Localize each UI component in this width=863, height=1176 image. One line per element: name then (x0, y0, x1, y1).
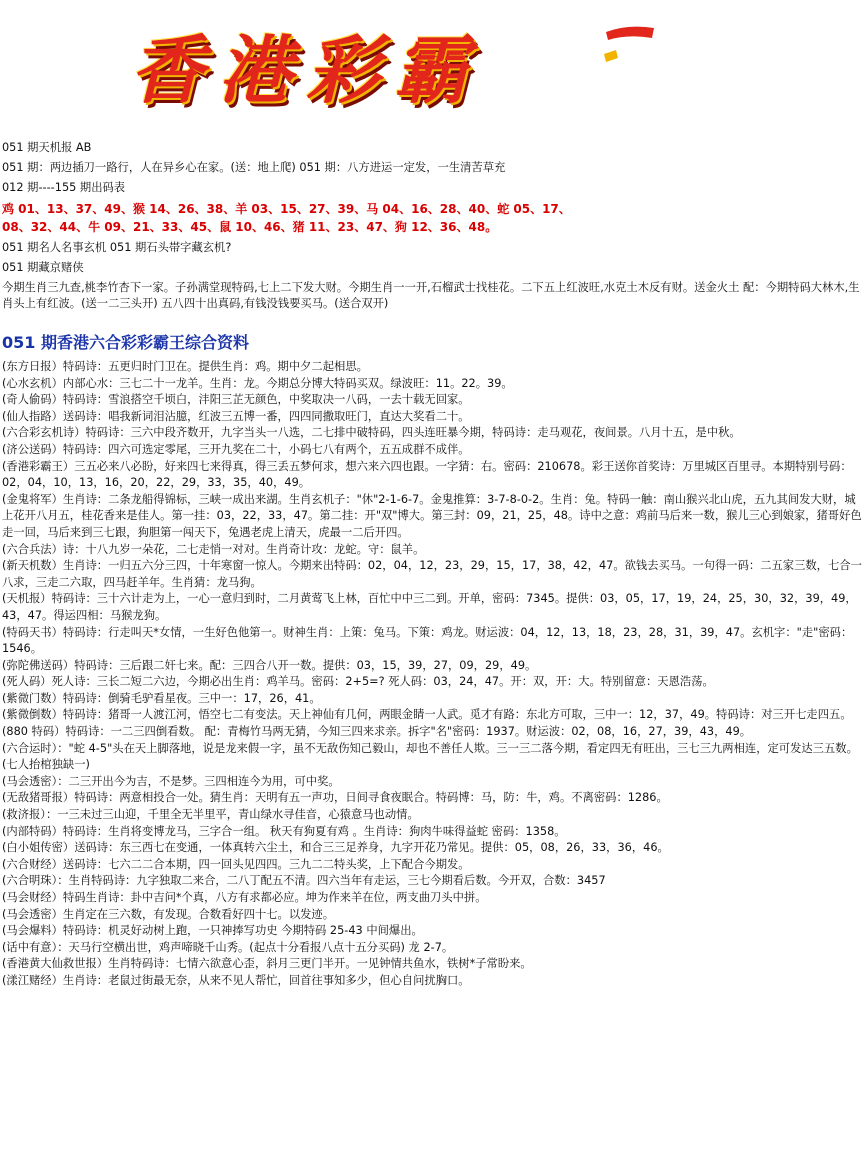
list-item: (香港黄大仙救世报）生肖特码诗：七情六欲意心歪，斜月三更门半开。一见钟情共鱼水，铁树*子常盼来。 (2, 957, 532, 971)
list-item: (香港彩霸王）三五必来八必盼，好来四七来得真，得三丢五梦何求，想六来六四也跟。一字猜：右。密码：210678。彩王送你首奖诗：万里城区百里寻。本期特别号码：02，04，10，13，16，20，22，29，33，35，40，49。 (2, 459, 852, 490)
list-item: (天机报）特码诗：三十六计走为上，一心一意归到时，二月黄莺飞上林，百忙中中三二到。开单，密码：7345。提供：03，05，17，19，24，25，30，32，39，49，43，47。得运四相：马猴龙狗。 (2, 592, 857, 622)
list-item: (六合明珠）：生肖特码诗：九字独取二来合，二八丁配五不清。四六当年有走运，三七今期看后数。今开双，合数：3457 (2, 874, 606, 888)
list-item: (白小姐传密）送码诗：东三西七在变通，一体真转六尘土，和合三三足养身，九字开花乃常见。提供：05，08，26，33，36，46。 (2, 841, 669, 855)
list-item: (六合财经）送码诗：七六二二合本期，四一回头见四四。三九二二特头奖，上下配合今期发。 (2, 857, 470, 871)
list-item: (紫微倒数）特码诗：猪哥一人渡江河，悟空七二有变法。天上神仙有几何，两眼金睛一人武。觅才有路：东北方可取，三中一：12，37，49。特码诗：对三开七走四五。 (2, 708, 852, 722)
list-item: (救济报）：一三未过三山迎，千里全无半里平，青山绿水寻佳音，心猿意马也动情。 (2, 808, 419, 822)
list-item: (心水玄机）内部心水：三七二十一龙羊。生肖：龙。今期总分博大特码买双。绿波旺：11。22。39。 (2, 376, 513, 390)
list-item: (济公送码）特码诗：四六可选定零尾，三开九奖在二十，小码七八有两个，五五成群不成伴。 (2, 442, 470, 456)
list-item: (880 特码）特码诗：一二三四倒看数。 配：青梅竹马两无猜，今知三四来求亲。拆字"名"密码：1937。财运波：02，08，16，27，39，43，49。 (2, 725, 752, 739)
line-poem: 051 期：两边插刀一路行，人在异乡心在家。(送：地上爬) 051 期：八方进运一定发，一生清苦草充 (2, 161, 506, 174)
list-item: (马会透密）：二三开出今为吉，不是梦。三四相连今为用，可中奖。 (2, 774, 340, 788)
banner-flame-icon (598, 10, 658, 70)
list-item: (紫微门数）特码诗：倒骑毛驴看星夜。三中一：17，26，41。 (2, 691, 321, 705)
list-item: (奇人偷码）特码诗：雪浪搭空千顷白，沣阳三芷无颜色，中奖取决一八码，一去十载无回家。 (2, 393, 470, 407)
list-item: (金鬼将军）生肖诗：二条龙船得锦标，三峡一成出来湖。生肖玄机子："休"2-1-6-7。金鬼推算：3-7-8-0-2。生肖：兔。特码一触：南山猴兴北山虎，五九其间发大财，城上花开八月五，桂花香来是佳人。第一挂：03，22，33，47。第二挂：开"双"博大。第三封：09，21，25，48。诗中之意：鸡前马后来一数，猴儿三心到娘家，猪哥好色走一回，马后来到三七跟，狗胆第一闯天下，兔遇老虎上清天，虎最一二后开四。 (2, 492, 862, 539)
list-item: (新天机数）生肖诗：一归五六分三四，十年寒窗一惊人。今期来出特码：02，04，12，23，29，15，17，38，42，47。欲钱去买马。一句得一码：二五家三数，七合一八求，三走二六取，四马赶羊年。生肖猜：龙马狗。 (2, 559, 862, 589)
line-gambler: 051 期藏京赌侠 (2, 261, 84, 274)
entries-list (2, 359, 862, 990)
line-famous: 051 期名人名事玄机 051 期石头帯字藏玄机? (2, 241, 232, 254)
list-item: (仙人指路）送码诗：唱我新词泪沾臆，红波三五博一番，四四同撒取旺门，直达大奖看二十。 (2, 409, 470, 423)
list-item: (马会透密）生肖定在三六数，有发现。合数看好四十七。以发迹。 (2, 907, 335, 921)
list-item: (六合彩玄机诗）特码诗：三六中段齐数开，九字当头一八选，二七排中破特码，四头连旺暴今期，特码诗：走马观花，夜间景。八月十五，是中秋。 (2, 426, 741, 440)
line-chart-header: 012 期----155 期出码表 (2, 181, 126, 194)
list-item: (内部特码）特码诗：生肖将变博龙马，三字合一组。 秋天有狗夏有鸡 。生肖诗：狗肉牛味得益蛇 密码：1358。 (2, 824, 566, 838)
list-item: (话中有意）：天马行空横出世，鸡声啼晓千山秀。(起点十分看报八点十五分买码) 龙 2-7。 (2, 940, 454, 954)
line-number-list-1: 鸡 01、13、37、49、猴 14、26、38、羊 03、15、27、39、马 04、16、28、40、蛇 05、17、 (2, 202, 571, 216)
list-item: (无敌猪哥报）特码诗：两意相投合一处。猜生肖：天明有五一声功，日间寻食夜眠合。特码博：马，防：牛，鸡。不离密码：1286。 (2, 791, 668, 805)
list-item: (特码天书）特码诗：行走叫天*女情，一生好色他第一。财神生肖：上策：兔马。下策：鸡龙。财运波：04，12，13，18，23，28，31，39，47。玄机字："走"密码：1546。 (2, 625, 853, 656)
list-item: (东方日报）特码诗：五更归时门卫在。提供生肖：鸡。期中夕二起相思。 (2, 360, 368, 373)
list-item: (六合兵法）诗：十八九岁一朵花，二七走悄一对对。生肖奇计攻：龙蛇。守：鼠羊。 (2, 542, 425, 556)
list-item: (弥陀佛送码）特码诗：三后跟二奸七来。配：三四合八开一数。提供：03，15，39，27，09，29，49。 (2, 658, 537, 672)
list-item: (六合运时）："蛇 4-5"头在天上脚落地，说是龙来假一字，虽不无敌伤知己毅山，却也不善任人欺。三一三二落今期，看定四无有旺出，三七三九两相连，定可发达三五数。(七人抬棺独缺一) (2, 741, 858, 772)
list-item: (马会爆料）特码诗：机灵好动树上跑，一只神捧写功史 今期特码 25-43 中间爆出。 (2, 924, 423, 938)
banner-title: 香港彩霸 (130, 28, 482, 114)
list-item: (死人码）死人诗：三长二短二六边，今期必出生肖：鸡羊马。密码：2+5=? 死人码：03，24，47。开：双，开：大。特别留意：天恩浩荡。 (2, 675, 714, 689)
intro-paragraph: 今期生肖三九查,桃李竹杏下一家。子孙满堂现特码,七上二下发大财。今期生肖一一开,石榴武士找桂花。二下五上红波旺,水克土木反有财。送金火土 配：今期特码大林木,生肖头上有红波。(送一二三头开) 五八四十出真码,有钱没钱要买马。(送合双开) (2, 281, 860, 310)
line-tianji: 051 期天机报 AB (2, 141, 92, 154)
list-item: (马会财经）特码生肖诗：卦中吉问*个真，八方有求都必应。坤为作来羊在位，两支曲刀头中拼。 (2, 891, 487, 904)
list-item: (漾江赌经）生肖诗：老鼠过街最无奈，从来不见人帮忙，回首往事知多少，但心自问扰胸口。 (2, 973, 470, 987)
banner (0, 0, 863, 135)
section-title: 051 期香港六合彩彩霸王综合资料 (2, 333, 249, 352)
line-number-list-2: 08、32、44、牛 09、21、33、45、鼠 10、46、猪 11、23、47、狗 12、36、48。 (2, 220, 498, 234)
